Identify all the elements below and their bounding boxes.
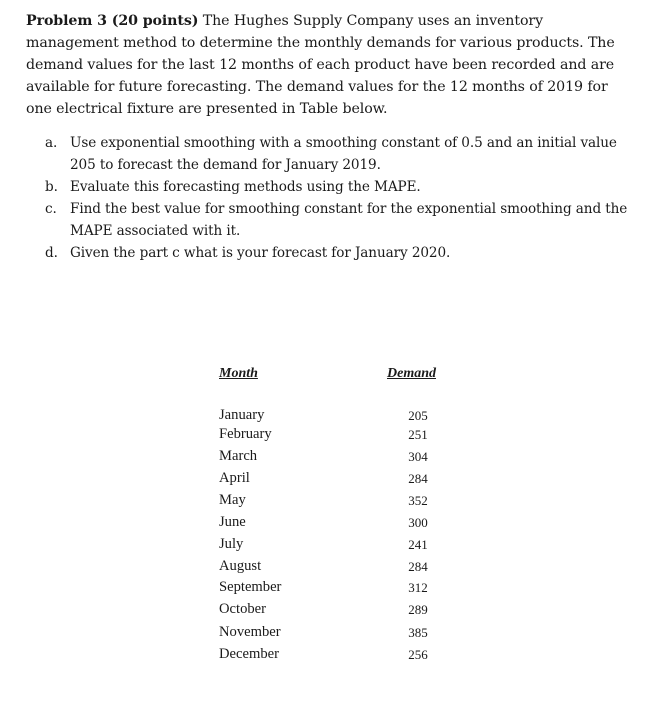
demand-cell: 312 — [408, 580, 428, 595]
demand-cell: 205 — [408, 408, 428, 423]
table-row — [0, 470, 662, 490]
table-row — [0, 624, 662, 644]
question-item — [45, 132, 635, 176]
month-cell: May — [219, 492, 246, 508]
month-cell: September — [219, 579, 282, 595]
question-marker: d. — [45, 245, 58, 261]
month-cell: January — [219, 407, 265, 423]
question-item — [45, 176, 635, 198]
question-marker: b. — [45, 179, 58, 195]
month-cell: November — [219, 624, 281, 640]
table-row — [0, 448, 662, 468]
month-cell: June — [219, 514, 246, 530]
month-cell: December — [219, 646, 279, 662]
table-row — [0, 492, 662, 512]
table-row — [0, 426, 662, 446]
question-marker: c. — [45, 201, 57, 217]
demand-cell: 352 — [408, 493, 428, 508]
demand-cell: 251 — [408, 427, 428, 442]
question-text: Evaluate this forecasting methods using the MAPE. — [70, 179, 421, 195]
question-list — [45, 132, 635, 264]
table-row — [0, 558, 662, 578]
table-row — [0, 646, 662, 666]
table-row — [0, 579, 662, 599]
problem-title: Problem 3 (20 points) — [26, 13, 199, 29]
demand-cell: 284 — [408, 559, 428, 574]
problem-intro: The Hughes Supply Company uses an inventory management method to determine the monthly demands for various products. The demand values for the last 12 months of each product have been recorded and are available for future forecasting. The demand values for the 12 months of 2019 for one electrical fixture are presented in Table below. — [26, 13, 615, 117]
month-cell: July — [219, 536, 244, 552]
question-marker: a. — [45, 135, 58, 151]
demand-column-header: Demand — [387, 366, 436, 381]
table-row — [0, 514, 662, 534]
table-row — [0, 536, 662, 556]
question-text: Find the best value for smoothing constant for the exponential smoothing and the MAPE associated with it. — [70, 201, 628, 239]
month-cell: February — [219, 426, 272, 442]
table-row — [0, 407, 662, 427]
question-text: Use exponential smoothing with a smoothing constant of 0.5 and an initial value 205 to forecast the demand for January 2019. — [70, 135, 617, 173]
demand-cell: 256 — [408, 647, 428, 662]
demand-cell: 304 — [408, 449, 428, 464]
problem-statement — [26, 10, 636, 120]
demand-cell: 385 — [408, 625, 428, 640]
question-item — [45, 242, 635, 264]
month-column-header: Month — [219, 366, 258, 381]
month-cell: April — [219, 470, 250, 486]
demand-cell: 284 — [408, 471, 428, 486]
table-row — [0, 601, 662, 621]
demand-cell: 241 — [408, 537, 428, 552]
demand-cell: 300 — [408, 515, 428, 530]
month-cell: August — [219, 558, 262, 574]
month-cell: October — [219, 601, 267, 617]
month-cell: March — [219, 448, 258, 464]
question-text: Given the part c what is your forecast for January 2020. — [70, 245, 451, 261]
question-item — [45, 198, 635, 242]
demand-cell: 289 — [408, 602, 428, 617]
